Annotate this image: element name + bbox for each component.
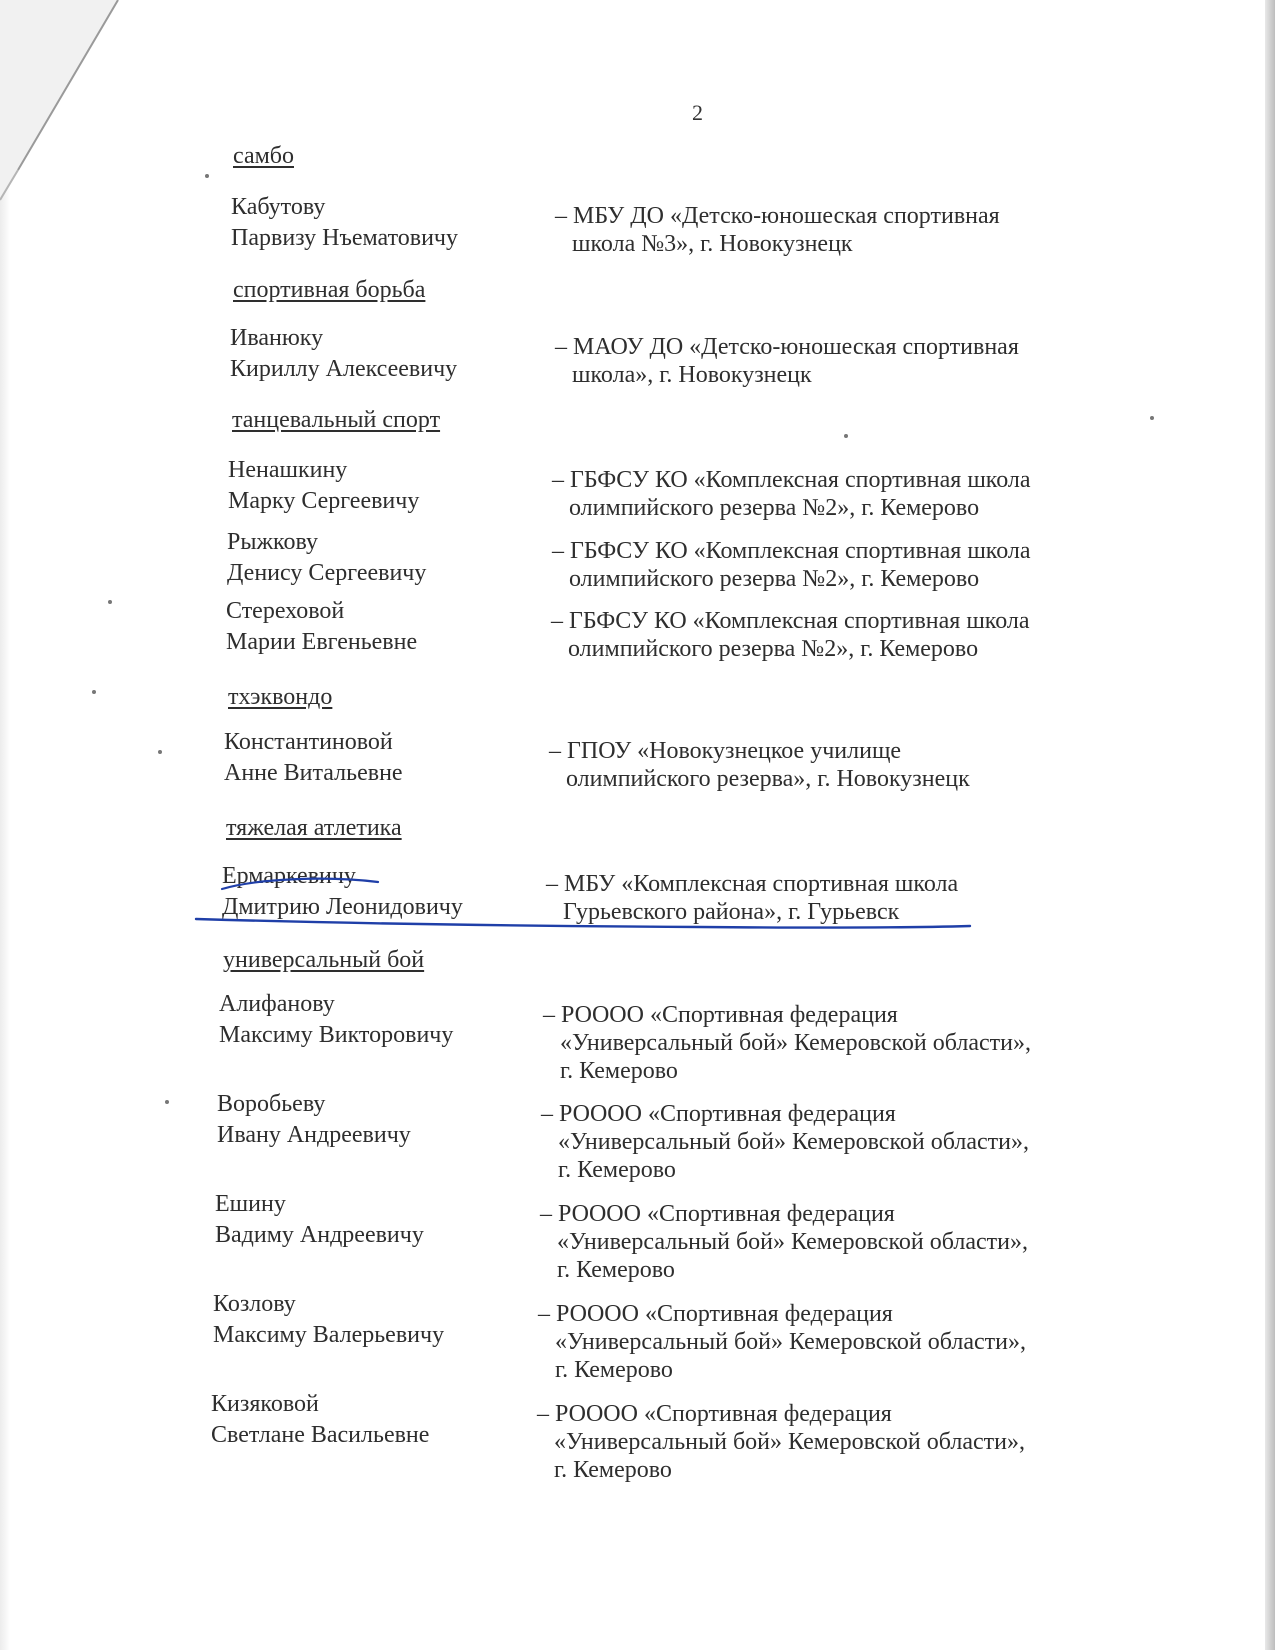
person-organization [555, 202, 1000, 258]
person-name [213, 1289, 444, 1351]
person-organization [541, 1100, 1029, 1184]
person-name [219, 989, 453, 1051]
person-name [228, 455, 419, 517]
person-organization [538, 1300, 1026, 1384]
section-heading-sambo: самбо [233, 143, 294, 169]
person-organization [552, 466, 1031, 522]
section-heading-dance-sport: танцевальный спорт [232, 407, 441, 433]
person-name [215, 1189, 424, 1251]
organization-line: олимпийского резерва №2», г. Кемерово [568, 636, 979, 662]
person-name [222, 861, 463, 923]
scan-speck [844, 434, 848, 438]
organization-line: г. Кемерово [557, 1257, 675, 1283]
section-heading-weightlifting: тяжелая атлетика [226, 815, 402, 841]
organization-line: – РОООО «Спортивная федерация [541, 1101, 896, 1127]
person-organization [537, 1400, 1025, 1484]
person-surname: Константиновой [224, 729, 393, 755]
organization-line: г. Кемерово [555, 1357, 673, 1383]
organization-line: г. Кемерово [558, 1157, 676, 1183]
page-shadow-right [1265, 0, 1275, 1650]
person-name [231, 192, 458, 254]
organization-line: – ГБФСУ КО «Комплексная спортивная школа [552, 538, 1031, 564]
person-organization [546, 870, 958, 926]
organization-line: олимпийского резерва №2», г. Кемерово [569, 566, 980, 592]
scan-speck [158, 750, 162, 754]
person-surname: Ненашкину [228, 457, 348, 483]
scan-speck [165, 1100, 169, 1104]
organization-line: – РОООО «Спортивная федерация [537, 1401, 892, 1427]
person-name [226, 596, 417, 658]
person-name [230, 323, 457, 385]
page-number: 2 [692, 100, 703, 125]
section-heading-taekwondo: тхэквондо [228, 684, 333, 710]
organization-line: «Универсальный бой» Кемеровской области», [555, 1329, 1026, 1355]
organization-line: школа», г. Новокузнецк [572, 362, 812, 388]
organization-line: «Универсальный бой» Кемеровской области», [554, 1429, 1025, 1455]
organization-line: «Универсальный бой» Кемеровской области», [557, 1229, 1028, 1255]
person-name [217, 1089, 411, 1151]
person-given-name: Анне Витальевне [224, 760, 403, 786]
organization-line: – ГБФСУ КО «Комплексная спортивная школа [552, 467, 1031, 493]
organization-line: г. Кемерово [560, 1058, 678, 1084]
person-surname: Алифанову [219, 991, 335, 1017]
person-surname: Кизяковой [211, 1391, 319, 1417]
person-surname: Иванюку [230, 325, 324, 351]
person-organization [555, 333, 1019, 389]
organization-line: «Универсальный бой» Кемеровской области», [558, 1129, 1029, 1155]
person-surname: Стереховой [226, 598, 345, 624]
scan-speck [92, 690, 96, 694]
person-organization [551, 607, 1030, 663]
scan-speck [108, 600, 112, 604]
organization-line: – МБУ «Комплексная спортивная школа [546, 871, 959, 897]
person-organization [549, 737, 970, 793]
section-heading-universal-fight: универсальный бой [223, 947, 425, 973]
person-given-name: Светлане Васильевне [211, 1422, 430, 1448]
person-surname: Ешину [215, 1191, 286, 1217]
organization-line: – РОООО «Спортивная федерация [540, 1201, 895, 1227]
person-given-name: Кириллу Алексеевичу [230, 356, 458, 382]
organization-line: – ГПОУ «Новокузнецкое училище [549, 738, 902, 764]
person-given-name: Вадиму Андреевичу [215, 1222, 424, 1248]
person-given-name: Ивану Андреевичу [217, 1122, 411, 1148]
person-name [227, 527, 426, 589]
scan-speck [1150, 416, 1154, 420]
person-given-name: Максиму Викторовичу [219, 1022, 454, 1048]
person-given-name: Максиму Валерьевичу [213, 1322, 445, 1348]
person-given-name: Дмитрию Леонидовичу [222, 894, 463, 920]
organization-line: – РОООО «Спортивная федерация [543, 1002, 898, 1028]
person-surname: Ермаркевичу [222, 863, 356, 889]
organization-line: г. Кемерово [554, 1457, 672, 1483]
page-shadow-left [0, 0, 10, 1650]
person-surname: Воробьеву [217, 1091, 326, 1117]
organization-line: олимпийского резерва», г. Новокузнецк [566, 766, 970, 792]
person-given-name: Парвизу Нъематовичу [231, 225, 459, 251]
person-given-name: Марку Сергеевичу [228, 488, 420, 514]
person-organization [540, 1200, 1028, 1284]
person-name [211, 1389, 429, 1451]
person-given-name: Денису Сергеевичу [227, 560, 427, 586]
person-name [224, 727, 403, 789]
organization-line: – РОООО «Спортивная федерация [538, 1301, 893, 1327]
section-heading-wrestling: спортивная борьба [233, 277, 426, 303]
person-surname: Рыжкову [227, 529, 319, 555]
person-given-name: Марии Евгеньевне [226, 629, 418, 655]
organization-line: школа №3», г. Новокузнецк [572, 231, 853, 257]
organization-line: олимпийского резерва №2», г. Кемерово [569, 495, 980, 521]
person-organization [543, 1001, 1031, 1085]
organization-line: – МБУ ДО «Детско-юношеская спортивная [555, 203, 1000, 229]
scan-speck [205, 174, 209, 178]
person-surname: Козлову [213, 1291, 296, 1317]
folded-corner [0, 0, 140, 220]
organization-line: – ГБФСУ КО «Комплексная спортивная школа [551, 608, 1030, 634]
organization-line: «Универсальный бой» Кемеровской области», [560, 1030, 1031, 1056]
organization-line: Гурьевского района», г. Гурьевск [563, 899, 900, 925]
person-surname: Кабутову [231, 194, 326, 220]
person-organization [552, 537, 1031, 593]
organization-line: – МАОУ ДО «Детско-юношеская спортивная [555, 334, 1019, 360]
